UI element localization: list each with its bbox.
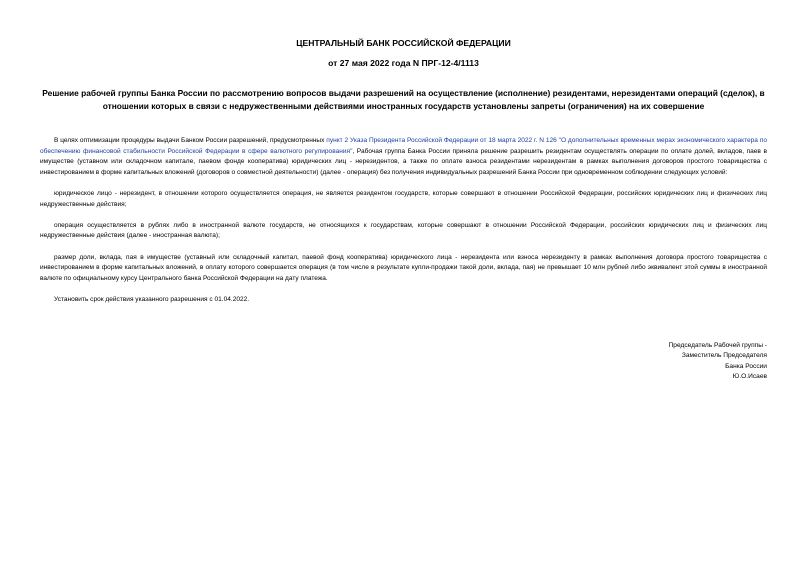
signature-line-3: Банка России: [725, 362, 767, 370]
paragraph-condition-1: юридическое лицо - нерезидент, в отношении которого осуществляется операция, не является резидентом государств, которые совершают в отношении Российской Федерации, российских юридических лиц и физических лиц недружественные действия;: [40, 189, 767, 208]
paragraph-validity: Установить срок действия указанного разрешения с 01.04.2022.: [54, 295, 250, 303]
signature-line-2: Заместитель Председателя: [681, 352, 767, 360]
document-date-number: от 27 мая 2022 года N ПРГ-12-4/1113: [328, 58, 479, 68]
paragraph-intro: [40, 136, 767, 178]
decree-link[interactable]: пункт 2 Указа Президента Российской Федерации от 18 марта 2022 г. N 126 "О дополнительных временных мерах экономического характера по обеспечению финансовой стабильности Российской Федерации в сфере валютного регулирования": [40, 137, 767, 155]
issuer-heading: ЦЕНТРАЛЬНЫЙ БАНК РОССИЙСКОЙ ФЕДЕРАЦИИ: [296, 38, 511, 48]
signature-name: Ю.О.Исаев: [732, 373, 767, 381]
paragraph-condition-3: размер доли, вклада, пая в имуществе (уставный или складочный капитал, паевой фонд кооператива) юридического лица - нерезидента или взноса нерезиденту в рамках выполнения договора простого товарищества с инвестированием в форме капитальных вложений, в оплату которого совершается операция (в том числе в результате купли-продажи такой доли, вклада, пая) не превышает 10 млн рублей либо эквивалент этой суммы в иностранной валюте по официальному курсу Центрального банка Российской Федерации на дату платежа.: [40, 253, 767, 282]
document-title: Решение рабочей группы Банка России по рассмотрению вопросов выдачи разрешений на осуществление (исполнение) резидентами, нерезидентами операций (сделок), в отношении которых в связи с недружественными действиями иностранных государств установлены запреты (ограничения) на их совершение: [42, 88, 765, 111]
intro-text-end: , Рабочая группа Банка России приняла решение разрешить резидентам осуществлять операции по оплате долей, вкладов, паев в имуществе (уставном или складочном капитале, паевом фонде кооператива) юридических лиц - нерезидентов, а также по оплате взноса резидентами нерезидентам в рамках выполнения договоров простого товарищества с инвестированием в форме капитальных вложений (договоров о совместной деятельности) (далее - операция) без получения индивидуальных разрешений Банка России при одновременном соблюдении следующих условий:: [40, 147, 767, 176]
intro-text-start: В целях оптимизации процедуры выдачи Банком России разрешений, предусмотренных: [54, 137, 327, 144]
signature-line-1: Председатель Рабочей группы -: [668, 342, 767, 349]
signature-block: [567, 341, 767, 383]
document-body: [40, 136, 767, 316]
paragraph-condition-2: операция осуществляется в рублях либо в иностранной валюте государств, не относящихся к государствам, которые совершают в отношении Российской Федерации, российских юридических лиц и физических лиц недружественные действия (далее - иностранная валюта);: [40, 221, 767, 240]
